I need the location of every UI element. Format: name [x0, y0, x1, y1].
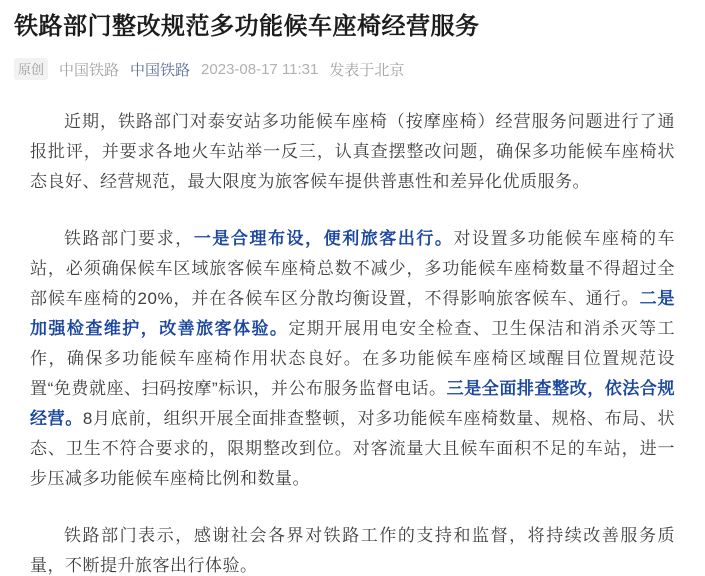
account-link[interactable]: 中国铁路 — [130, 61, 191, 79]
paragraph-text: 近期，铁路部门对泰安站多功能候车座椅（按摩座椅）经营服务问题进行了通报批评，并要求各地火车站举一反三，认真查摆整改问题，确保多功能候车座椅状态良好、经营规范，最大限度为旅客候车提供普惠性和差异化优质服务。 — [30, 112, 675, 191]
article-paragraph — [30, 224, 675, 494]
paragraph-text: 铁路部门表示，感谢社会各界对铁路工作的支持和监督，将持续改善服务质量，不断提升旅客出行体验。 — [30, 526, 675, 575]
paragraph-text: 铁路部门要求， — [64, 229, 194, 248]
emphasis-text: 三是全面排查整改，依法合规经营。 — [30, 379, 676, 428]
emphasis-text: 二是加强检查维护，改善旅客体验。 — [30, 289, 676, 338]
emphasis-text: 一是合理布设，便利旅客出行。 — [193, 229, 454, 248]
original-badge: 原创 — [14, 58, 48, 80]
article-title: 铁路部门整改规范多功能候车座椅经营服务 — [14, 13, 480, 40]
author-name: 中国铁路 — [59, 61, 120, 79]
paragraph-text: 定期开展用电安全检查、卫生保洁和消杀灭等工作，确保多功能候车座椅作用状态良好。在多功能候车座椅区域醒目位置规范设置“免费就座、扫码按摩”标识，并公布服务监督电话。 — [30, 319, 676, 398]
publish-location: 发表于北京 — [329, 61, 405, 79]
article-paragraph — [30, 521, 675, 576]
article-body — [30, 107, 675, 576]
article-paragraph — [30, 107, 675, 197]
paragraph-text: 8月底前，组织开展全面排查整顿，对多功能候车座椅数量、规格、布局、状态、卫生不符合要求的，限期整改到位。对客流量大且候车面积不足的车站，进一步压减多功能候车座椅比例和数量。 — [30, 409, 676, 488]
paragraph-text: 对设置多功能候车座椅的车站，必须确保候车区域旅客候车座椅总数不减少，多功能候车座椅数量不得超过全部候车座椅的20%，并在各候车区分散均衡设置，不得影响旅客候车、通行。 — [30, 229, 675, 308]
article-meta — [14, 58, 691, 80]
publish-datetime: 2023-08-17 11:31 — [201, 60, 319, 78]
